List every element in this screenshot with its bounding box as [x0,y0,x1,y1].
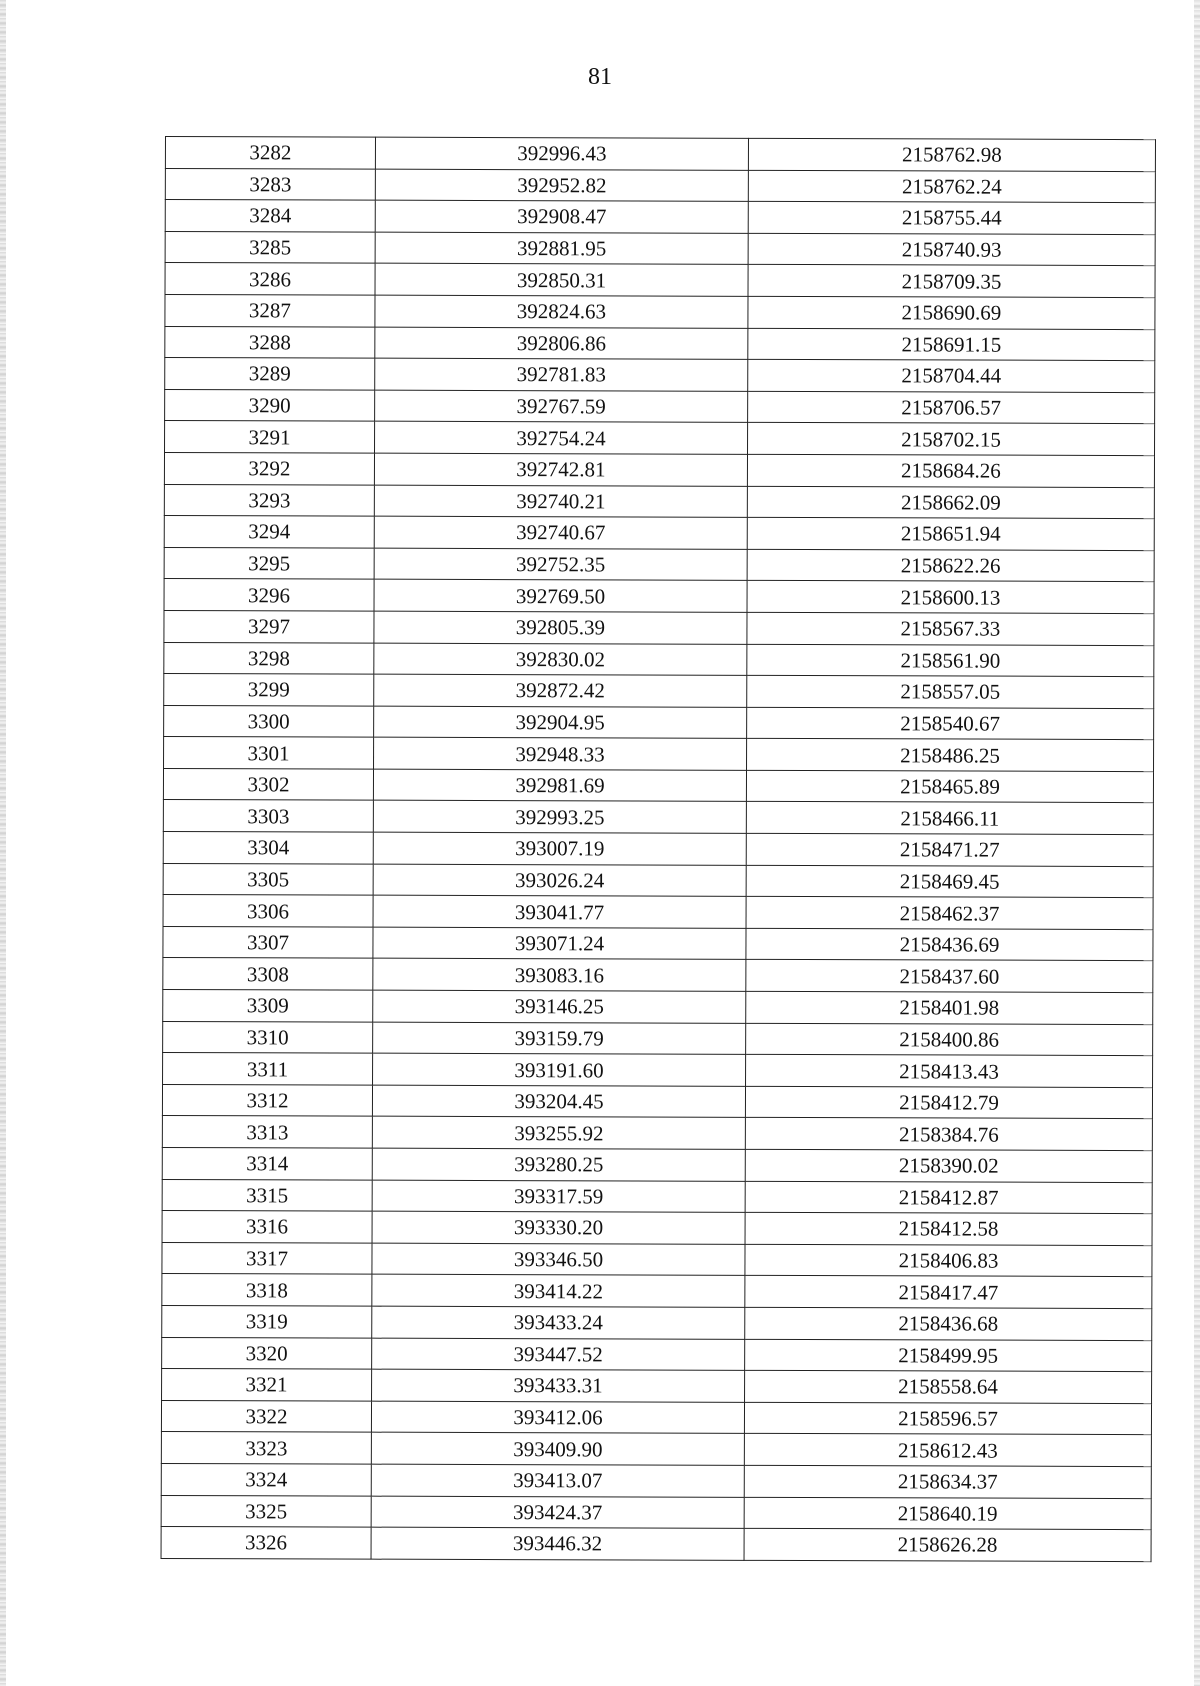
point-number-cell: 3296 [164,579,374,611]
table-row [163,1021,1153,1056]
y-coordinate-cell: 2158596.57 [744,1402,1151,1435]
table-row [162,1147,1152,1182]
table-row [163,863,1153,898]
y-coordinate-cell: 2158634.37 [744,1465,1151,1498]
point-number-cell: 3318 [162,1274,372,1306]
point-number-cell: 3288 [165,326,375,358]
point-number-cell: 3287 [165,294,375,326]
table-row [164,642,1154,677]
x-coordinate-cell: 392740.67 [374,516,747,549]
x-coordinate-cell: 393346.50 [372,1243,745,1276]
point-number-cell: 3294 [164,516,374,548]
y-coordinate-cell: 2158406.83 [745,1244,1152,1277]
x-coordinate-cell: 392993.25 [373,801,746,834]
y-coordinate-cell: 2158640.19 [744,1497,1151,1530]
y-coordinate-cell: 2158626.28 [744,1528,1151,1561]
y-coordinate-cell: 2158567.33 [747,612,1154,645]
y-coordinate-cell: 2158466.11 [746,802,1153,835]
table-row [161,1495,1151,1530]
x-coordinate-cell: 393433.24 [372,1306,745,1339]
x-coordinate-cell: 393083.16 [373,959,746,992]
table-row [164,610,1154,645]
x-coordinate-cell: 393330.20 [372,1211,745,1244]
x-coordinate-cell: 392850.31 [375,264,748,297]
table-row [164,705,1154,740]
y-coordinate-cell: 2158622.26 [747,549,1154,582]
y-coordinate-cell: 2158612.43 [744,1434,1151,1467]
point-number-cell: 3317 [162,1242,372,1274]
point-number-cell: 3295 [164,547,374,579]
point-number-cell: 3313 [162,1116,372,1148]
point-number-cell: 3289 [165,358,375,390]
point-number-cell: 3306 [163,895,373,927]
table-row [165,200,1155,235]
table-row [164,516,1154,551]
y-coordinate-cell: 2158471.27 [746,833,1153,866]
x-coordinate-cell: 393041.77 [373,895,746,928]
coordinate-table [161,136,1156,1562]
point-number-cell: 3321 [162,1369,372,1401]
table-row [165,389,1155,424]
x-coordinate-cell: 393026.24 [373,864,746,897]
table-row [162,1242,1152,1277]
x-coordinate-cell: 393159.79 [373,1022,746,1055]
table-row [164,484,1154,519]
point-number-cell: 3302 [163,768,373,800]
point-number-cell: 3312 [162,1084,372,1116]
table-row [163,800,1153,835]
y-coordinate-cell: 2158469.45 [746,865,1153,898]
y-coordinate-cell: 2158462.37 [746,897,1153,930]
table-row [165,137,1155,172]
x-coordinate-cell: 393007.19 [373,832,746,865]
y-coordinate-cell: 2158706.57 [748,391,1155,424]
table-row [165,421,1155,456]
x-coordinate-cell: 392769.50 [374,579,747,612]
point-number-cell: 3323 [161,1432,371,1464]
table-row [162,1369,1152,1404]
point-number-cell: 3315 [162,1179,372,1211]
x-coordinate-cell: 392952.82 [375,169,748,202]
y-coordinate-cell: 2158486.25 [747,739,1154,772]
x-coordinate-cell: 393424.37 [371,1496,744,1529]
x-coordinate-cell: 392740.21 [374,485,747,518]
x-coordinate-cell: 392908.47 [375,200,748,233]
point-number-cell: 3305 [163,863,373,895]
table-row [162,1179,1152,1214]
table-row [162,1305,1152,1340]
point-number-cell: 3325 [161,1495,371,1527]
y-coordinate-cell: 2158465.89 [746,770,1153,803]
y-coordinate-cell: 2158540.67 [747,707,1154,740]
point-number-cell: 3322 [161,1400,371,1432]
point-number-cell: 3311 [163,1053,373,1085]
x-coordinate-cell: 392805.39 [374,611,747,644]
scan-edge-right [1194,0,1200,1686]
coordinate-table-body [161,137,1155,1562]
x-coordinate-cell: 392981.69 [373,769,746,802]
table-row [165,326,1155,361]
y-coordinate-cell: 2158690.69 [748,296,1155,329]
y-coordinate-cell: 2158390.02 [745,1149,1152,1182]
table-row [162,1211,1152,1246]
y-coordinate-cell: 2158561.90 [747,644,1154,677]
table-row [163,926,1153,961]
point-number-cell: 3301 [164,737,374,769]
table-row [165,168,1155,203]
y-coordinate-cell: 2158684.26 [747,454,1154,487]
point-number-cell: 3290 [165,389,375,421]
point-number-cell: 3285 [165,231,375,263]
point-number-cell: 3308 [163,958,373,990]
table-row [164,674,1154,709]
y-coordinate-cell: 2158499.95 [745,1339,1152,1372]
x-coordinate-cell: 393446.32 [371,1527,744,1560]
table-row [162,1084,1152,1119]
y-coordinate-cell: 2158740.93 [748,233,1155,266]
x-coordinate-cell: 392996.43 [375,137,748,170]
x-coordinate-cell: 392767.59 [375,390,748,423]
y-coordinate-cell: 2158702.15 [748,423,1155,456]
point-number-cell: 3282 [165,137,375,169]
point-number-cell: 3298 [164,642,374,674]
y-coordinate-cell: 2158709.35 [748,265,1155,298]
y-coordinate-cell: 2158558.64 [745,1370,1152,1403]
x-coordinate-cell: 392754.24 [375,422,748,455]
x-coordinate-cell: 393204.45 [372,1085,745,1118]
table-row [165,358,1155,393]
x-coordinate-cell: 393433.31 [372,1369,745,1402]
table-row [161,1527,1151,1562]
point-number-cell: 3284 [165,200,375,232]
table-row [164,547,1154,582]
y-coordinate-cell: 2158762.24 [748,170,1155,203]
y-coordinate-cell: 2158384.76 [745,1118,1152,1151]
point-number-cell: 3320 [162,1337,372,1369]
x-coordinate-cell: 393071.24 [373,927,746,960]
point-number-cell: 3314 [162,1147,372,1179]
y-coordinate-cell: 2158401.98 [746,991,1153,1024]
x-coordinate-cell: 393447.52 [372,1338,745,1371]
table-row [162,1337,1152,1372]
x-coordinate-cell: 392881.95 [375,232,748,265]
x-coordinate-cell: 393412.06 [371,1401,744,1434]
table-row [163,990,1153,1025]
table-row [164,579,1154,614]
point-number-cell: 3310 [163,1021,373,1053]
x-coordinate-cell: 393317.59 [372,1180,745,1213]
point-number-cell: 3304 [163,832,373,864]
y-coordinate-cell: 2158755.44 [748,202,1155,235]
y-coordinate-cell: 2158662.09 [747,486,1154,519]
table-row [165,294,1155,329]
y-coordinate-cell: 2158691.15 [748,328,1155,361]
x-coordinate-cell: 392742.81 [374,453,747,486]
x-coordinate-cell: 393413.07 [371,1464,744,1497]
point-number-cell: 3303 [163,800,373,832]
point-number-cell: 3309 [163,990,373,1022]
point-number-cell: 3292 [164,452,374,484]
x-coordinate-cell: 392830.02 [374,643,747,676]
table-row [162,1116,1152,1151]
x-coordinate-cell: 393280.25 [372,1148,745,1181]
x-coordinate-cell: 393146.25 [373,990,746,1023]
point-number-cell: 3291 [165,421,375,453]
y-coordinate-cell: 2158436.68 [745,1307,1152,1340]
table-row [161,1432,1151,1467]
table-row [164,737,1154,772]
y-coordinate-cell: 2158412.58 [745,1213,1152,1246]
scan-edge-left [0,0,6,1686]
table-row [163,958,1153,993]
table-row [161,1463,1151,1498]
y-coordinate-cell: 2158417.47 [745,1276,1152,1309]
y-coordinate-cell: 2158557.05 [747,675,1154,708]
y-coordinate-cell: 2158412.79 [745,1086,1152,1119]
x-coordinate-cell: 392806.86 [375,327,748,360]
table-row [163,768,1153,803]
y-coordinate-cell: 2158600.13 [747,581,1154,614]
x-coordinate-cell: 393255.92 [372,1117,745,1150]
y-coordinate-cell: 2158436.69 [746,928,1153,961]
table-row [163,1053,1153,1088]
table-row [162,1274,1152,1309]
point-number-cell: 3286 [165,263,375,295]
table-row [163,895,1153,930]
y-coordinate-cell: 2158704.44 [748,359,1155,392]
x-coordinate-cell: 392824.63 [375,295,748,328]
x-coordinate-cell: 392872.42 [374,674,747,707]
y-coordinate-cell: 2158651.94 [747,517,1154,550]
point-number-cell: 3316 [162,1211,372,1243]
point-number-cell: 3319 [162,1305,372,1337]
point-number-cell: 3293 [164,484,374,516]
point-number-cell: 3307 [163,926,373,958]
x-coordinate-cell: 393191.60 [373,1053,746,1086]
point-number-cell: 3297 [164,610,374,642]
x-coordinate-cell: 393414.22 [372,1275,745,1308]
y-coordinate-cell: 2158412.87 [745,1181,1152,1214]
point-number-cell: 3299 [164,674,374,706]
table-row [164,452,1154,487]
x-coordinate-cell: 393409.90 [371,1432,744,1465]
y-coordinate-cell: 2158400.86 [746,1023,1153,1056]
point-number-cell: 3326 [161,1527,371,1559]
table-row [165,231,1155,266]
y-coordinate-cell: 2158437.60 [746,960,1153,993]
point-number-cell: 3283 [165,168,375,200]
y-coordinate-cell: 2158413.43 [746,1055,1153,1088]
x-coordinate-cell: 392752.35 [374,548,747,581]
point-number-cell: 3300 [164,705,374,737]
point-number-cell: 3324 [161,1463,371,1495]
y-coordinate-cell: 2158762.98 [748,138,1155,171]
page-number: 81 [588,64,612,90]
table-row [165,263,1155,298]
x-coordinate-cell: 392781.83 [375,358,748,391]
table-row [163,832,1153,867]
table-row [161,1400,1151,1435]
x-coordinate-cell: 392904.95 [374,706,747,739]
x-coordinate-cell: 392948.33 [374,737,747,770]
